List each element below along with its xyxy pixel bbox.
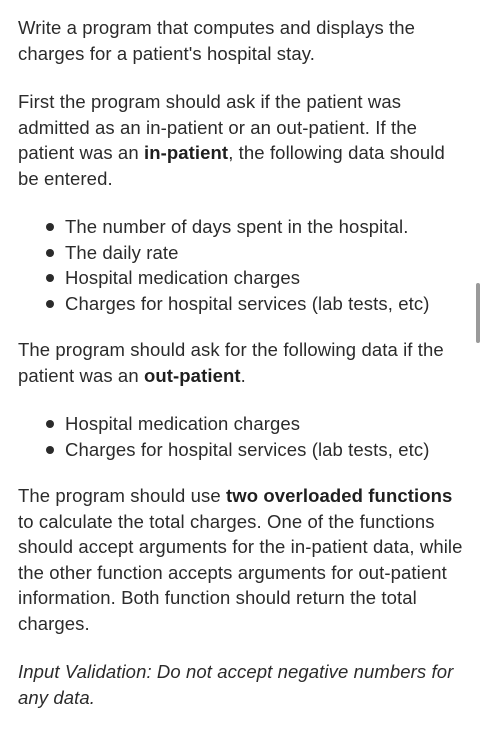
- list-item: Charges for hospital services (lab tests, etc): [46, 291, 468, 317]
- outpatient-text-end: .: [240, 364, 246, 386]
- overloaded-functions-emphasis: two overloaded functions: [225, 485, 453, 506]
- list-item: The daily rate: [46, 240, 468, 266]
- functions-text-start: The program should use: [18, 485, 226, 506]
- input-validation-note: Input Validation: Do not accept negative numbers for any data.: [18, 661, 454, 708]
- problem-statement: [18, 15, 468, 733]
- list-item: The number of days spent in the hospital.: [46, 214, 468, 240]
- admission-paragraph: [18, 89, 468, 191]
- inpatient-emphasis: in-patient: [143, 142, 229, 163]
- functions-paragraph: [18, 483, 468, 636]
- vertical-scrollbar[interactable]: [476, 283, 480, 343]
- list-item: Hospital medication charges: [46, 265, 468, 291]
- outpatient-emphasis: out-patient: [143, 364, 241, 386]
- list-item: Hospital medication charges: [46, 411, 468, 437]
- intro-paragraph: Write a program that computes and displays the charges for a patient's hospital stay.: [18, 17, 416, 64]
- admission-text-end: , the following data should be entered.: [18, 142, 445, 189]
- inpatient-data-list: [18, 214, 468, 316]
- outpatient-paragraph: [18, 337, 468, 388]
- outpatient-data-list: [18, 411, 468, 462]
- list-item: Charges for hospital services (lab tests, etc): [46, 437, 468, 463]
- admission-text-start: First the program should ask if the patient was admitted as an in-patient or an out-patient. If the patient was an: [18, 91, 417, 163]
- functions-text-end: to calculate the total charges. One of the functions should accept arguments for the in-patient data, while the other function accepts arguments for out-patient information. Both function should return the total charges.: [18, 510, 463, 634]
- outpatient-text-start: The program should ask for the following data if the patient was an: [18, 339, 444, 386]
